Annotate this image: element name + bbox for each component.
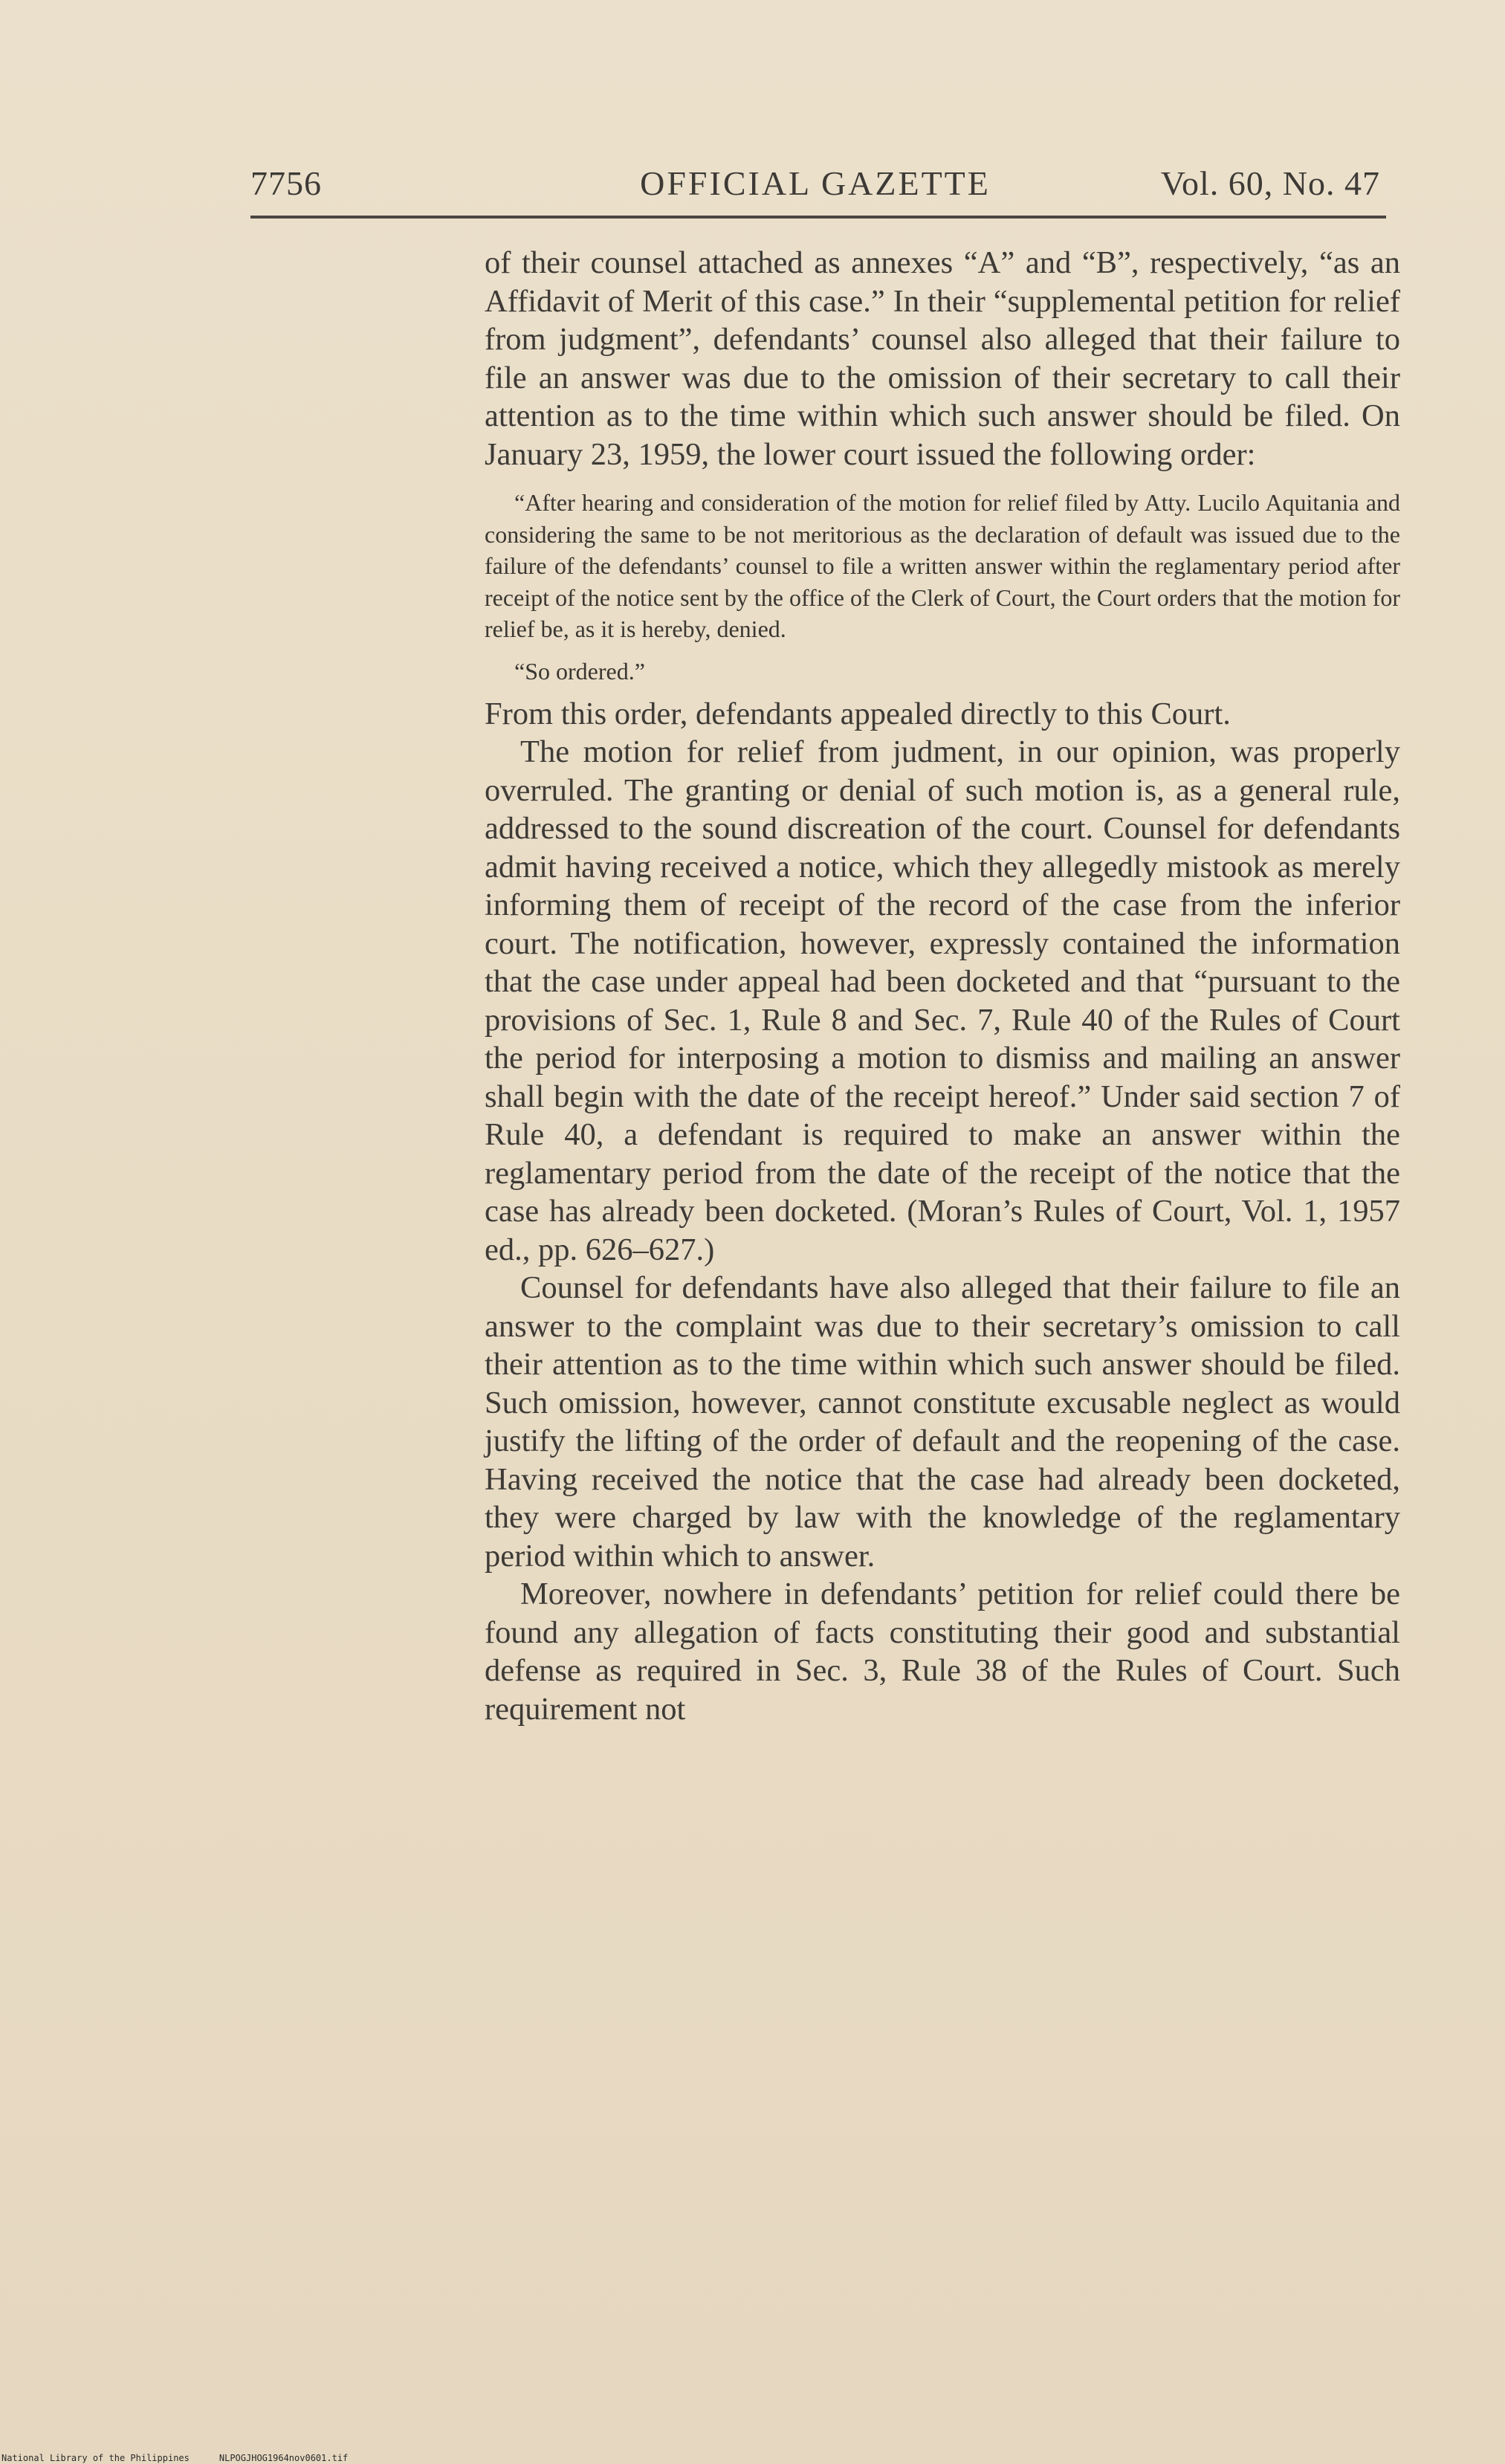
quote-so-ordered: “So ordered.” <box>514 657 645 685</box>
text-column <box>485 244 1400 1728</box>
paragraph-moreover: Moreover, nowhere in defendants’ petition for relief could there be found any allegation of facts constituting their good and substantial defense as required in Sec. 3, Rule 38 of the Rules of Court. Such requirement not <box>485 1577 1400 1727</box>
header-rule <box>250 216 1386 219</box>
paragraph-appeal: From this order, defendants appealed directly to this Court. <box>485 696 1231 731</box>
library-credit: National Library of the Philippines <box>1 2453 190 2463</box>
paragraph-counsel: Counsel for defendants have also alleged that their failure to file an answer to the complaint was due to their secretary’s omission to call their attention as to the time within which such answer should be filed. Such omission, however, cannot constitute excusable neglect as would justify the lifting of the order of default and the reopening of the case. Having received the notice that the case had already been docketed, they were charged by law with the knowledge of the reglamentary period within which to answer. <box>485 1270 1400 1574</box>
scan-filename: NLPOGJHOG1964nov0601.tif <box>219 2453 349 2463</box>
volume-number: Vol. 60, No. 47 <box>1160 164 1380 202</box>
scan-footer <box>1 2453 378 2463</box>
quote-order-text: “After hearing and consideration of the motion for relief filed by Atty. Lucilo Aquitania and considering the same to be not meritorious as the declaration of default was issued due to the failure of the defendants’ counsel to file a written answer within the reglamentary period after receipt of the notice sent by the office of the Clerk of Court, the Court orders that the motion for relief be, as it is hereby, denied. <box>485 489 1400 643</box>
running-header <box>250 156 1380 208</box>
publication-title: OFFICIAL GAZETTE <box>640 164 991 202</box>
paragraph-motion: The motion for relief from judment, in our opinion, was properly overruled. The granting or denial of such motion is, as a general rule, addressed to the sound discreation of the court. Counsel for defendants admit having received a notice, which they allegedly mistook as merely informing them of receipt of the record of the case from the inferior court. The notification, however, expressly contained the information that the case under appeal had been docketed and that “pursuant to the provisions of Sec. 1, Rule 8 and Sec. 7, Rule 40 of the Rules of Court the period for interposing a motion to dismiss and mailing an answer shall begin with the date of the receipt hereof.” Under said section 7 of Rule 40, a defendant is required to make an answer within the reglamentary period from the date of the receipt of the notice that the case has already been docketed. (Moran’s Rules of Court, Vol. 1, 1957 ed., pp. 626–627.) <box>485 734 1400 1267</box>
quoted-court-order <box>485 487 1400 688</box>
page-number: 7756 <box>250 164 322 202</box>
paragraph-intro: of their counsel attached as annexes “A” and “B”, respectively, “as an Affidavit of Merit of this case.” In their “supplemental petition for relief from judgment”, defendants’ counsel also alleged that their failure to file an answer was due to the omission of their secretary to call their attention as to the time within which such answer should be filed. On January 23, 1959, the lower court issued the following order: <box>485 245 1400 472</box>
